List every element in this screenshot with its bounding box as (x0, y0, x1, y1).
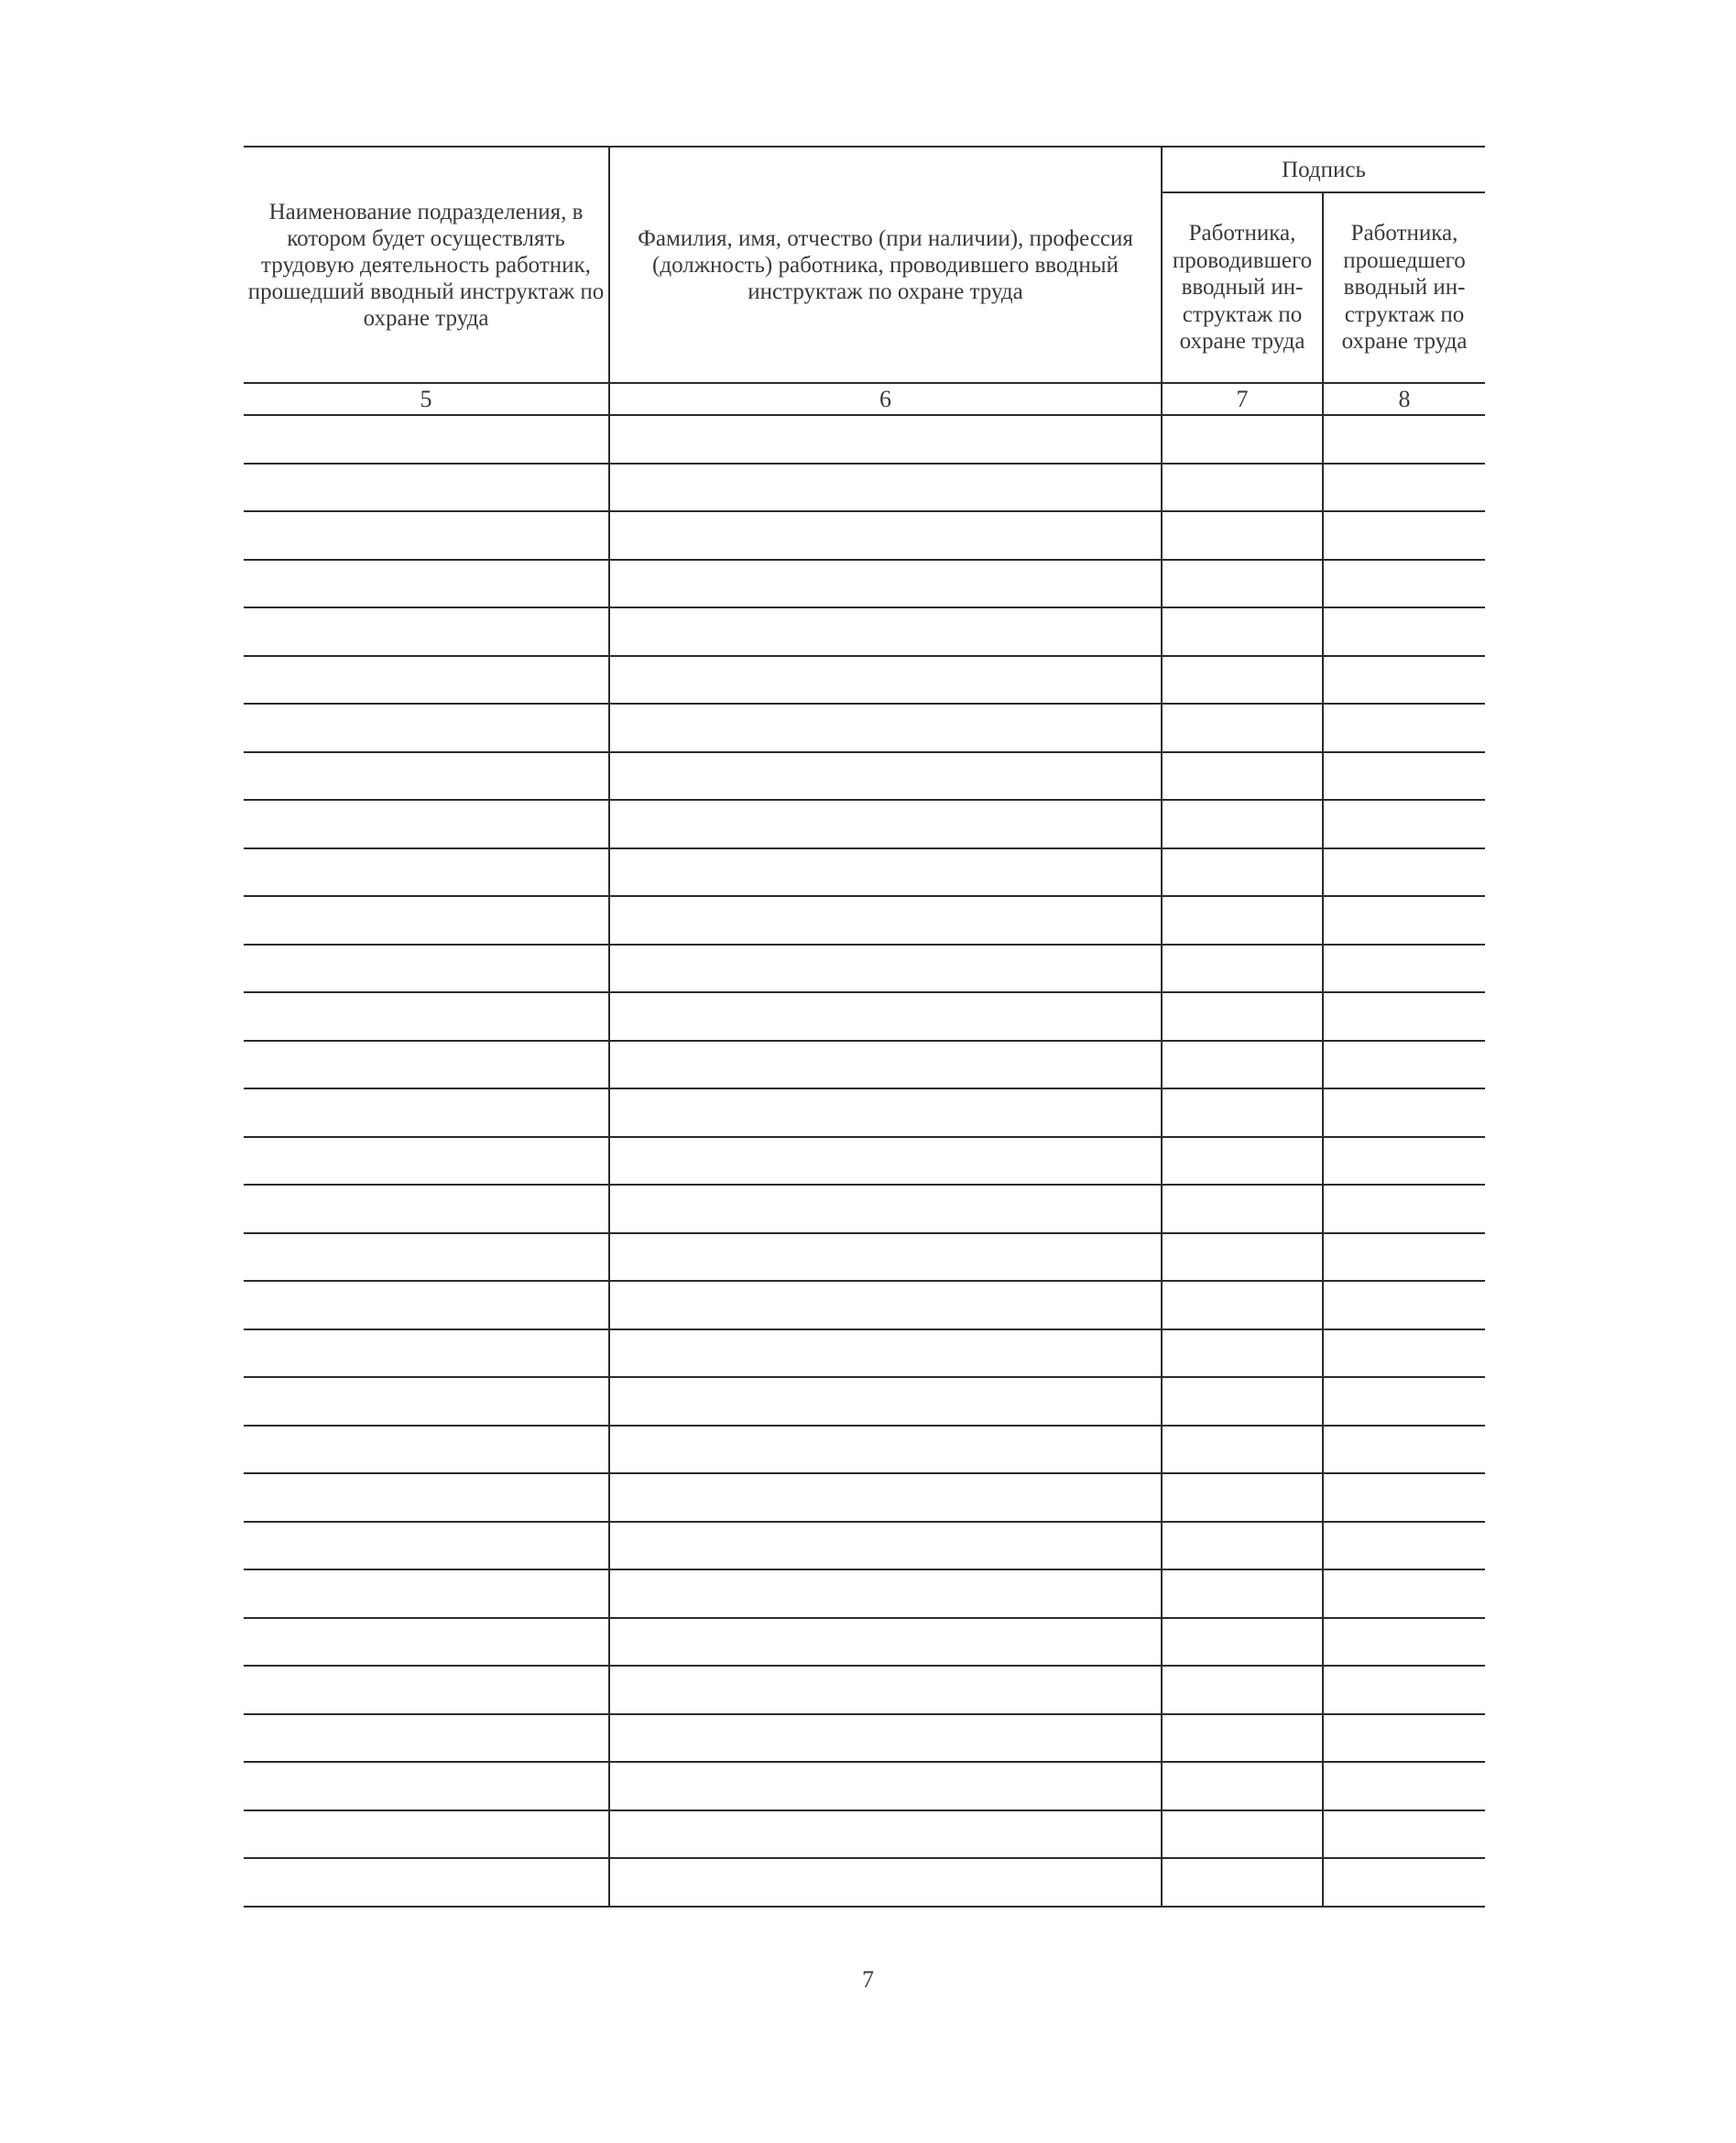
cell-instructor-name (609, 1185, 1162, 1233)
table-row (244, 704, 1485, 752)
table-row (244, 1569, 1485, 1618)
cell-department (244, 1329, 609, 1378)
table-row (244, 1473, 1485, 1522)
briefing-journal-table (244, 146, 1485, 1908)
cell-instructor-name (609, 1714, 1162, 1763)
cell-trainee-signature (1323, 1618, 1485, 1667)
table-row (244, 1137, 1485, 1186)
cell-instructor-name (609, 1088, 1162, 1137)
cell-instructor-signature (1162, 1810, 1323, 1859)
cell-instructor-name (609, 1522, 1162, 1570)
table-row (244, 1858, 1485, 1907)
table-row (244, 415, 1485, 464)
cell-trainee-signature (1323, 945, 1485, 993)
header-department: Наименование подразделения, в котором будет осуществлять трудовую деятельность работник, прошедший вводный инструктаж по охране труда (244, 147, 609, 383)
cell-instructor-name (609, 1666, 1162, 1714)
table-row (244, 992, 1485, 1041)
column-number: 7 (1162, 383, 1323, 415)
cell-department (244, 1714, 609, 1763)
cell-department (244, 1858, 609, 1907)
cell-instructor-name (609, 1473, 1162, 1522)
table-row (244, 464, 1485, 512)
cell-department (244, 1522, 609, 1570)
cell-department (244, 1810, 609, 1859)
cell-instructor-signature (1162, 1233, 1323, 1282)
table-row (244, 848, 1485, 897)
cell-instructor-name (609, 560, 1162, 608)
cell-trainee-signature (1323, 1569, 1485, 1618)
header-instructor-name: Фамилия, имя, отчество (при наличии), профессия (должность) работника, проводившего вводный инструктаж по охране труда (609, 147, 1162, 383)
cell-trainee-signature (1323, 704, 1485, 752)
cell-instructor-signature (1162, 1522, 1323, 1570)
cell-trainee-signature (1323, 752, 1485, 801)
cell-trainee-signature (1323, 1666, 1485, 1714)
cell-trainee-signature (1323, 415, 1485, 464)
table-row (244, 1426, 1485, 1474)
cell-instructor-signature (1162, 1762, 1323, 1810)
cell-instructor-signature (1162, 415, 1323, 464)
cell-department (244, 896, 609, 945)
cell-instructor-name (609, 800, 1162, 848)
cell-trainee-signature (1323, 1137, 1485, 1186)
table-row (244, 1088, 1485, 1137)
journal-sheet (244, 146, 1485, 1908)
cell-department (244, 1088, 609, 1137)
cell-instructor-name (609, 1281, 1162, 1329)
cell-department (244, 1762, 609, 1810)
cell-trainee-signature (1323, 511, 1485, 560)
cell-instructor-signature (1162, 752, 1323, 801)
cell-trainee-signature (1323, 1810, 1485, 1859)
cell-department (244, 800, 609, 848)
cell-department (244, 415, 609, 464)
cell-trainee-signature (1323, 1041, 1485, 1089)
cell-trainee-signature (1323, 1522, 1485, 1570)
cell-trainee-signature (1323, 800, 1485, 848)
cell-trainee-signature (1323, 607, 1485, 656)
table-row (244, 1618, 1485, 1667)
cell-instructor-name (609, 656, 1162, 705)
cell-trainee-signature (1323, 1426, 1485, 1474)
column-number: 8 (1323, 383, 1485, 415)
page-number: 7 (862, 1966, 874, 1993)
cell-instructor-signature (1162, 704, 1323, 752)
cell-instructor-signature (1162, 464, 1323, 512)
cell-instructor-signature (1162, 992, 1323, 1041)
cell-instructor-signature (1162, 896, 1323, 945)
cell-instructor-signature (1162, 1473, 1323, 1522)
cell-instructor-signature (1162, 1329, 1323, 1378)
cell-instructor-signature (1162, 656, 1323, 705)
table-row (244, 1185, 1485, 1233)
cell-instructor-signature (1162, 1618, 1323, 1667)
header-trainee-signature: Работника, прошедшего вводный инструктаж по охране труда (1323, 192, 1485, 383)
table-row (244, 752, 1485, 801)
cell-trainee-signature (1323, 1329, 1485, 1378)
cell-instructor-name (609, 1233, 1162, 1282)
cell-instructor-signature (1162, 1185, 1323, 1233)
cell-trainee-signature (1323, 464, 1485, 512)
cell-instructor-name (609, 896, 1162, 945)
cell-department (244, 1281, 609, 1329)
cell-trainee-signature (1323, 848, 1485, 897)
table-row (244, 1041, 1485, 1089)
cell-instructor-name (609, 1426, 1162, 1474)
cell-instructor-name (609, 992, 1162, 1041)
cell-instructor-signature (1162, 1377, 1323, 1426)
cell-department (244, 607, 609, 656)
cell-instructor-name (609, 848, 1162, 897)
cell-instructor-signature (1162, 945, 1323, 993)
cell-trainee-signature (1323, 656, 1485, 705)
table-row (244, 1329, 1485, 1378)
cell-department (244, 1377, 609, 1426)
cell-instructor-name (609, 415, 1162, 464)
cell-instructor-signature (1162, 1281, 1323, 1329)
cell-trainee-signature (1323, 560, 1485, 608)
cell-department (244, 1041, 609, 1089)
cell-trainee-signature (1323, 1762, 1485, 1810)
cell-instructor-name (609, 1377, 1162, 1426)
header-signature-group: Подпись (1162, 147, 1485, 192)
cell-department (244, 1569, 609, 1618)
cell-department (244, 992, 609, 1041)
cell-instructor-signature (1162, 511, 1323, 560)
cell-department (244, 848, 609, 897)
table-row (244, 800, 1485, 848)
table-row (244, 1666, 1485, 1714)
cell-trainee-signature (1323, 1858, 1485, 1907)
cell-department (244, 560, 609, 608)
column-number-row (244, 383, 1485, 415)
cell-instructor-signature (1162, 848, 1323, 897)
cell-instructor-name (609, 1618, 1162, 1667)
table-row (244, 1714, 1485, 1763)
cell-instructor-name (609, 1810, 1162, 1859)
table-row (244, 607, 1485, 656)
table-row (244, 1762, 1485, 1810)
cell-instructor-name (609, 464, 1162, 512)
cell-department (244, 945, 609, 993)
cell-department (244, 464, 609, 512)
cell-department (244, 1185, 609, 1233)
table-row (244, 656, 1485, 705)
table-header-row (244, 147, 1485, 192)
cell-trainee-signature (1323, 1281, 1485, 1329)
cell-department (244, 1426, 609, 1474)
cell-instructor-signature (1162, 1041, 1323, 1089)
cell-department (244, 1666, 609, 1714)
cell-trainee-signature (1323, 1377, 1485, 1426)
table-row (244, 896, 1485, 945)
cell-instructor-signature (1162, 1714, 1323, 1763)
cell-trainee-signature (1323, 1233, 1485, 1282)
cell-department (244, 1473, 609, 1522)
cell-trainee-signature (1323, 1473, 1485, 1522)
cell-instructor-name (609, 945, 1162, 993)
table-row (244, 511, 1485, 560)
table-row (244, 1377, 1485, 1426)
cell-department (244, 704, 609, 752)
cell-trainee-signature (1323, 992, 1485, 1041)
cell-instructor-signature (1162, 1088, 1323, 1137)
table-row (244, 1233, 1485, 1282)
cell-trainee-signature (1323, 896, 1485, 945)
cell-trainee-signature (1323, 1185, 1485, 1233)
cell-department (244, 511, 609, 560)
table-row (244, 1522, 1485, 1570)
cell-department (244, 1233, 609, 1282)
cell-instructor-signature (1162, 1569, 1323, 1618)
cell-instructor-name (609, 704, 1162, 752)
cell-instructor-signature (1162, 800, 1323, 848)
cell-instructor-signature (1162, 1666, 1323, 1714)
cell-instructor-name (609, 1329, 1162, 1378)
cell-instructor-name (609, 1762, 1162, 1810)
cell-instructor-name (609, 511, 1162, 560)
cell-department (244, 1137, 609, 1186)
table-row (244, 1281, 1485, 1329)
cell-instructor-name (609, 752, 1162, 801)
cell-instructor-signature (1162, 560, 1323, 608)
cell-instructor-name (609, 1569, 1162, 1618)
cell-instructor-name (609, 607, 1162, 656)
cell-instructor-signature (1162, 607, 1323, 656)
column-number: 6 (609, 383, 1162, 415)
table-row (244, 945, 1485, 993)
cell-instructor-name (609, 1041, 1162, 1089)
cell-trainee-signature (1323, 1714, 1485, 1763)
cell-department (244, 1618, 609, 1667)
cell-instructor-name (609, 1858, 1162, 1907)
cell-trainee-signature (1323, 1088, 1485, 1137)
cell-department (244, 752, 609, 801)
table-row (244, 1810, 1485, 1859)
cell-department (244, 656, 609, 705)
header-instructor-signature: Работника, проводившего вводный инструктаж по охране труда (1162, 192, 1323, 383)
cell-instructor-signature (1162, 1426, 1323, 1474)
cell-instructor-signature (1162, 1137, 1323, 1186)
cell-instructor-signature (1162, 1858, 1323, 1907)
column-number: 5 (244, 383, 609, 415)
table-row (244, 560, 1485, 608)
cell-instructor-name (609, 1137, 1162, 1186)
